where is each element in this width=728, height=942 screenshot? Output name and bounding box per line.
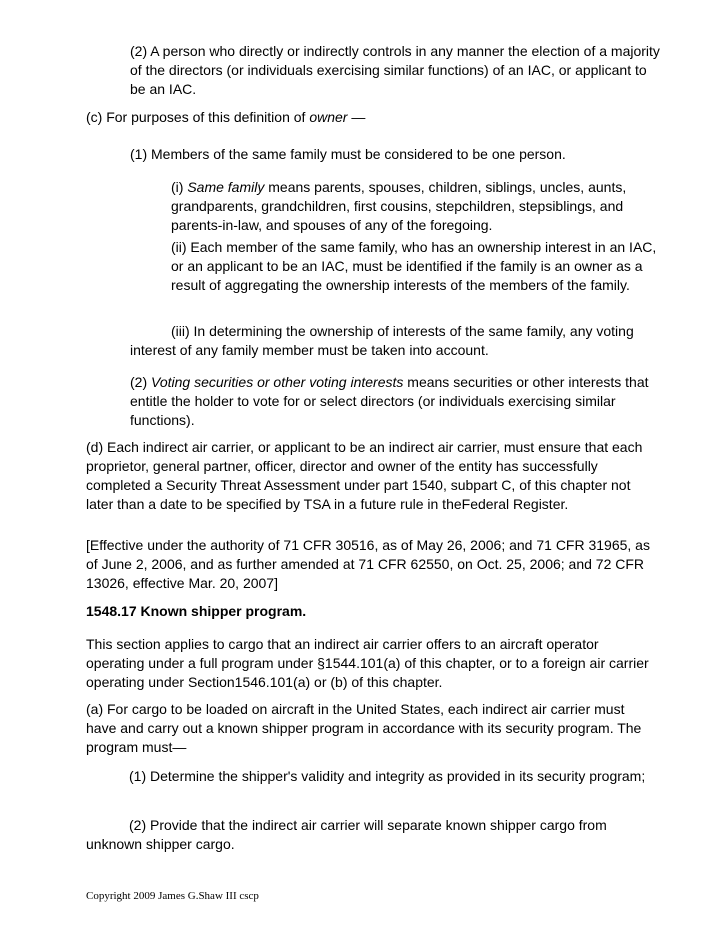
paragraph-determine-validity: (1) Determine the shipper's validity and integrity as provided in its security program; — [129, 768, 646, 784]
text: means securities or other interests that entitle the holder to vote for or select directors (or individuals exercising similar functions). — [130, 374, 649, 428]
section-heading: 1548.17 Known shipper program. — [86, 603, 307, 619]
paragraph-security-threat-assessment: (d) Each indirect air carrier, or applicant to be an indirect air carrier, must ensure that each proprietor, general partner, officer, director and owner of the entity has successfully completed a Security Threat Assessment under part 1540, subpart C, of this chapter not later than a date to be specified by TSA in a future rule in theFederal Register. — [86, 439, 643, 512]
paragraph-family-one-person: (1) Members of the same family must be considered to be one person. — [130, 146, 566, 162]
emphasis-voting-securities: Voting securities or other voting interests — [151, 374, 404, 390]
text: means parents, spouses, children, siblings, uncles, aunts, grandparents, grandchildren, first cousins, stepchildren, stepsiblings, and parents-in-law, and spouses of any of the foregoing. — [171, 179, 627, 233]
emphasis-owner: owner — [309, 109, 348, 125]
copyright-footer: Copyright 2009 James G.Shaw III cscp — [86, 890, 259, 902]
text: (c) For purposes of this definition of — [86, 109, 310, 125]
paragraph-separate-cargo: (2) Provide that the indirect air carrier will separate known shipper cargo from unknown shipper cargo. — [86, 817, 607, 852]
paragraph-voting-interest: (iii) In determining the ownership of interests of the same family, any voting interest of any family member must be taken into account. — [130, 323, 634, 358]
paragraph-controls-election: (2) A person who directly or indirectly controls in any manner the election of a majority of the directors (or individuals exercising similar functions) of an IAC, or applicant to be an IAC. — [130, 43, 660, 97]
text: (i) — [171, 179, 188, 195]
paragraph-same-family — [171, 178, 661, 235]
paragraph-known-shipper-requirement: (a) For cargo to be loaded on aircraft in the United States, each indirect air carrier must have and carry out a known shipper program in accordance with its security program. The program must— — [86, 701, 642, 755]
paragraph-effective-authority: [Effective under the authority of 71 CFR 30516, as of May 26, 2006; and 71 CFR 31965, as of June 2, 2006, and as further amended at 71 CFR 62550, on Oct. 25, 2006; and 72 CFR 13026, effective Mar. 20, 2007] — [86, 537, 650, 591]
paragraph-section-applies: This section applies to cargo that an indirect air carrier offers to an aircraft operator operating under a full program under §1544.101(a) of this chapter, or to a foreign air carrier operating under Section1546.101(a) or (b) of this chapter. — [86, 636, 649, 690]
text: (2) — [130, 374, 151, 390]
text: — — [347, 109, 366, 125]
paragraph-owner-definition — [86, 108, 656, 127]
paragraph-voting-securities — [130, 373, 660, 430]
paragraph-family-member-identified: (ii) Each member of the same family, who has an ownership interest in an IAC, or an applicant to be an IAC, must be identified if the family is an owner as a result of aggregating the ownership interests of the members of the family. — [171, 239, 657, 293]
emphasis-same-family: Same family — [187, 179, 265, 195]
